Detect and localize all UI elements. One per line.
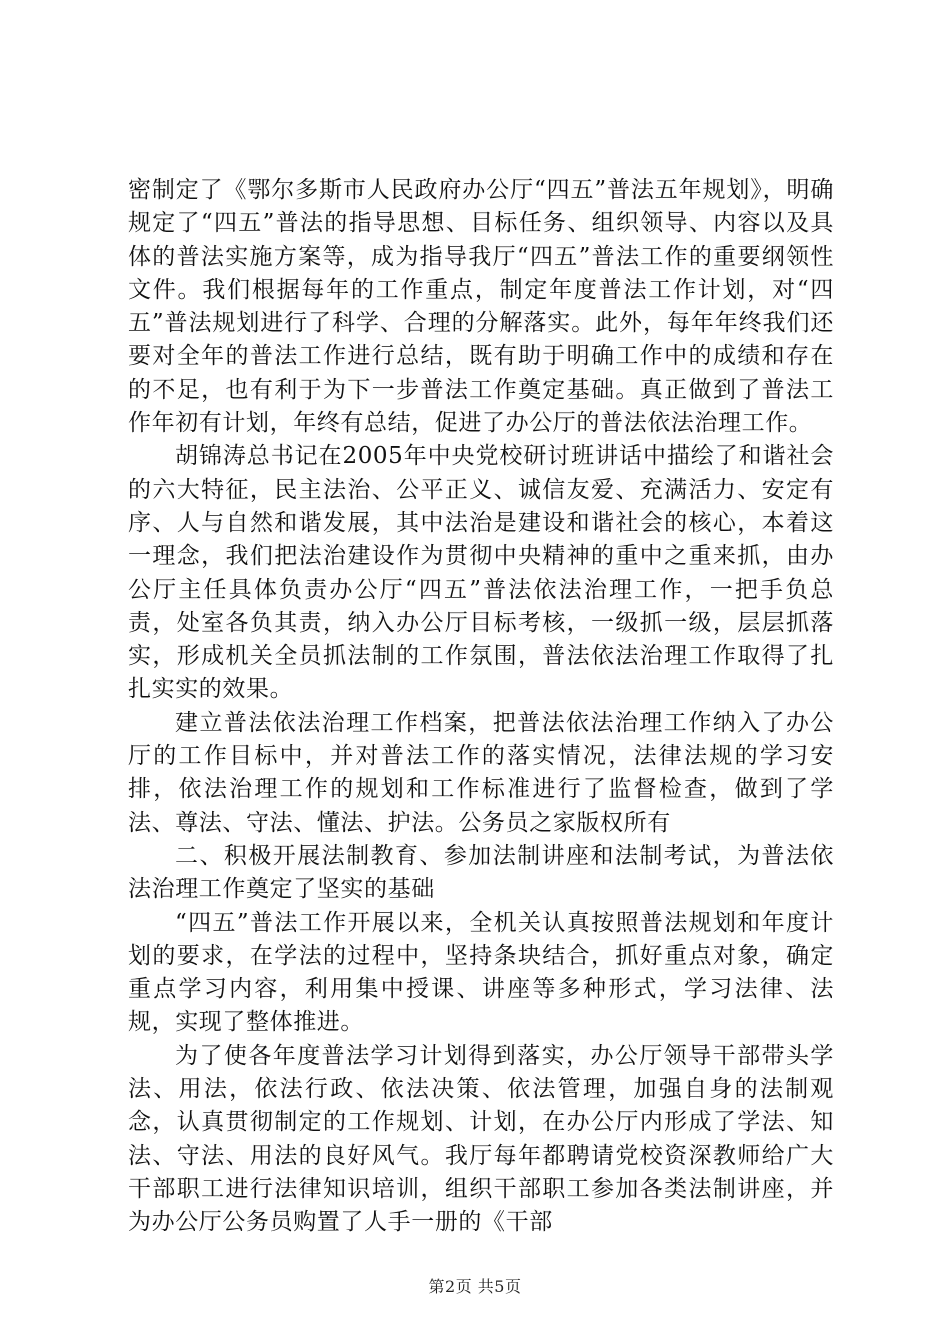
page-number-label: 第2页 共5页 — [428, 1277, 522, 1296]
paragraph-4: “四五”普法工作开展以来，全机关认真按照普法规划和年度计划的要求，在学法的过程中，坚持条块结合，抓好重点对象，确定重点学习内容，利用集中授课、讲座等多种形式，学习法律、法规，实现了整体推进。 — [128, 909, 834, 1036]
paragraph-3: 建立普法依法治理工作档案，把普法依法治理工作纳入了办公厅的工作目标中，并对普法工作的落实情况，法律法规的学习安排，依法治理工作的规划和工作标准进行了监督检查，做到了学法、尊法、守法、懂法、护法。公务员之家版权所有 — [128, 709, 834, 836]
section-heading-2: 二、积极开展法制教育、参加法制讲座和法制考试，为普法依法治理工作奠定了坚实的基础 — [128, 842, 834, 903]
paragraph-2: 胡锦涛总书记在2005年中央党校研讨班讲话中描绘了和谐社会的六大特征，民主法治、公平正义、诚信友爱、充满活力、安定有序、人与自然和谐发展，其中法治是建设和谐社会的核心，本着这一理念，我们把法治建设作为贯彻中央精神的重中之重来抓，由办公厅主任具体负责办公厅“四五”普法依法治理工作，一把手负总责，处室各负其责，纳入办公厅目标考核，一级抓一级，层层抓落实，形成机关全员抓法制的工作氛围，普法依法治理工作取得了扎扎实实的效果。 — [128, 443, 834, 703]
paragraph-1: 密制定了《鄂尔多斯市人民政府办公厅“四五”普法五年规划》，明确规定了“四五”普法的指导思想、目标任务、组织领导、内容以及具体的普法实施方案等，成为指导我厅“四五”普法工作的重要纲领性文件。我们根据每年的工作重点，制定年度普法工作计划，对“四五”普法规划进行了科学、合理的分解落实。此外，每年年终我们还要对全年的普法工作进行总结，既有助于明确工作中的成绩和存在的不足，也有利于为下一步普法工作奠定基础。真正做到了普法工作年初有计划，年终有总结，促进了办公厅的普法依法治理工作。 — [128, 177, 834, 437]
document-body — [128, 174, 834, 1240]
paragraph-5: 为了使各年度普法学习计划得到落实，办公厅领导干部带头学法、用法，依法行政、依法决策、依法管理，加强自身的法制观念，认真贯彻制定的工作规划、计划，在办公厅内形成了学法、知法、守法、用法的良好风气。我厅每年都聘请党校资深教师给广大干部职工进行法律知识培训，组织干部职工参加各类法制讲座，并为办公厅公务员购置了人手一册的《干部 — [128, 1042, 834, 1236]
page-footer — [0, 1277, 950, 1297]
